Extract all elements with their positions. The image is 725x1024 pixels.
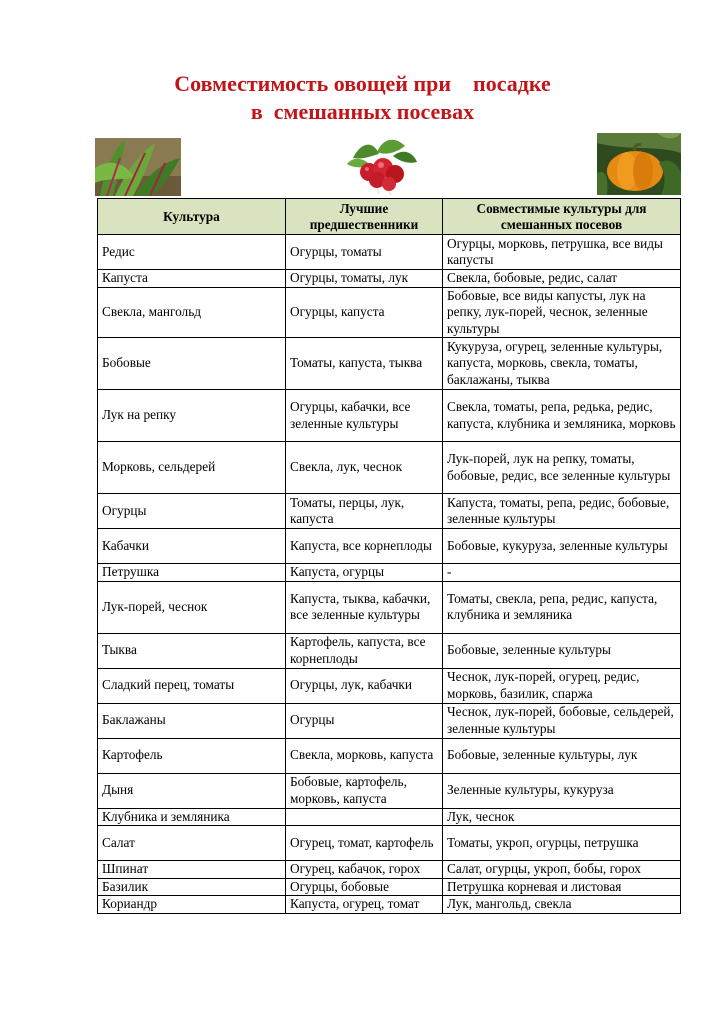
cell-compatible: - [443, 564, 681, 582]
pumpkin-photo [597, 133, 681, 195]
cell-predecessors: Капуста, огурец, томат [286, 896, 443, 914]
table-row [98, 235, 681, 270]
cell-predecessors: Свекла, морковь, капуста [286, 738, 443, 773]
title-line-2: в смешанных посевах [250, 99, 475, 124]
column-header-compatible: Совместимые культуры для смешанных посевов [443, 199, 681, 235]
cell-predecessors: Огурец, томат, картофель [286, 826, 443, 861]
column-header-predecessors: Лучшие предшественники [286, 199, 443, 235]
cell-predecessors: Томаты, капуста, тыква [286, 338, 443, 390]
cell-predecessors: Огурец, кабачок, горох [286, 861, 443, 879]
table-row [98, 390, 681, 442]
cell-predecessors: Огурцы, бобовые [286, 878, 443, 896]
cell-compatible: Салат, огурцы, укроп, бобы, горох [443, 861, 681, 879]
cell-crop: Баклажаны [98, 703, 286, 738]
cell-crop: Лук на репку [98, 390, 286, 442]
cell-compatible: Бобовые, кукуруза, зеленные культуры [443, 529, 681, 564]
radish-photo [343, 136, 419, 196]
cell-crop: Петрушка [98, 564, 286, 582]
cell-compatible: Лук, мангольд, свекла [443, 896, 681, 914]
cell-compatible: Свекла, бобовые, редис, салат [443, 270, 681, 288]
cell-crop: Картофель [98, 738, 286, 773]
cell-crop: Базилик [98, 878, 286, 896]
cell-compatible: Капуста, томаты, репа, редис, бобовые, зеленные культуры [443, 494, 681, 529]
cell-compatible: Лук-порей, лук на репку, томаты, бобовые, редис, все зеленные культуры [443, 442, 681, 494]
table-row [98, 581, 681, 633]
cell-predecessors: Огурцы, лук, кабачки [286, 668, 443, 703]
cell-predecessors: Огурцы, томаты [286, 235, 443, 270]
cell-predecessors: Томаты, перцы, лук, капуста [286, 494, 443, 529]
cell-compatible: Бобовые, все виды капусты, лук на репку, лук-порей, чеснок, зеленные культуры [443, 287, 681, 338]
cell-crop: Огурцы [98, 494, 286, 529]
table-row [98, 703, 681, 738]
cell-crop: Кабачки [98, 529, 286, 564]
table-row [98, 529, 681, 564]
cell-predecessors: Капуста, все корнеплоды [286, 529, 443, 564]
table-row [98, 808, 681, 826]
page-title [0, 70, 725, 126]
cell-compatible: Чеснок, лук-порей, огурец, редис, морковь, базилик, спаржа [443, 668, 681, 703]
cell-predecessors: Огурцы [286, 703, 443, 738]
cell-predecessors: Капуста, тыква, кабачки, все зеленные культуры [286, 581, 443, 633]
cell-compatible: Свекла, томаты, репа, редька, редис, капуста, клубника и земляника, морковь [443, 390, 681, 442]
cell-crop: Сладкий перец, томаты [98, 668, 286, 703]
table-row [98, 494, 681, 529]
cell-crop: Лук-порей, чеснок [98, 581, 286, 633]
table-row [98, 861, 681, 879]
cell-predecessors: Капуста, огурцы [286, 564, 443, 582]
table-row [98, 896, 681, 914]
cell-compatible: Зеленные культуры, кукуруза [443, 773, 681, 808]
table-row [98, 738, 681, 773]
cell-compatible: Бобовые, зеленные культуры [443, 633, 681, 668]
cell-crop: Морковь, сельдерей [98, 442, 286, 494]
table-row [98, 338, 681, 390]
cell-predecessors: Огурцы, томаты, лук [286, 270, 443, 288]
cell-compatible: Томаты, укроп, огурцы, петрушка [443, 826, 681, 861]
cell-predecessors: Картофель, капуста, все корнеплоды [286, 633, 443, 668]
table-row [98, 633, 681, 668]
cell-crop: Тыква [98, 633, 286, 668]
cell-compatible: Кукуруза, огурец, зеленные культуры, капуста, морковь, свекла, томаты, баклажаны, тыква [443, 338, 681, 390]
cell-predecessors: Огурцы, капуста [286, 287, 443, 338]
table-header-row [98, 199, 681, 235]
cell-compatible: Петрушка корневая и листовая [443, 878, 681, 896]
cell-crop: Клубника и земляника [98, 808, 286, 826]
cell-crop: Редис [98, 235, 286, 270]
cell-crop: Капуста [98, 270, 286, 288]
cell-predecessors [286, 808, 443, 826]
cell-predecessors: Бобовые, картофель, морковь, капуста [286, 773, 443, 808]
table-row [98, 270, 681, 288]
table-row [98, 826, 681, 861]
table-row [98, 668, 681, 703]
column-header-crop: Культура [98, 199, 286, 235]
cell-crop: Шпинат [98, 861, 286, 879]
cell-crop: Свекла, мангольд [98, 287, 286, 338]
table-row [98, 564, 681, 582]
compatibility-table [97, 198, 681, 914]
table-row [98, 287, 681, 338]
title-line-1: Совместимость овощей при посадке [174, 71, 551, 96]
cell-predecessors: Огурцы, кабачки, все зеленные культуры [286, 390, 443, 442]
cell-crop: Бобовые [98, 338, 286, 390]
cell-crop: Кориандр [98, 896, 286, 914]
cell-crop: Дыня [98, 773, 286, 808]
cell-compatible: Томаты, свекла, репа, редис, капуста, клубника и земляника [443, 581, 681, 633]
table-row [98, 878, 681, 896]
cell-compatible: Огурцы, морковь, петрушка, все виды капусты [443, 235, 681, 270]
table-row [98, 773, 681, 808]
cell-predecessors: Свекла, лук, чеснок [286, 442, 443, 494]
table-row [98, 442, 681, 494]
cell-compatible: Лук, чеснок [443, 808, 681, 826]
cell-crop: Салат [98, 826, 286, 861]
cell-compatible: Бобовые, зеленные культуры, лук [443, 738, 681, 773]
cell-compatible: Чеснок, лук-порей, бобовые, сельдерей, зеленные культуры [443, 703, 681, 738]
beet-greens-photo [95, 138, 181, 196]
